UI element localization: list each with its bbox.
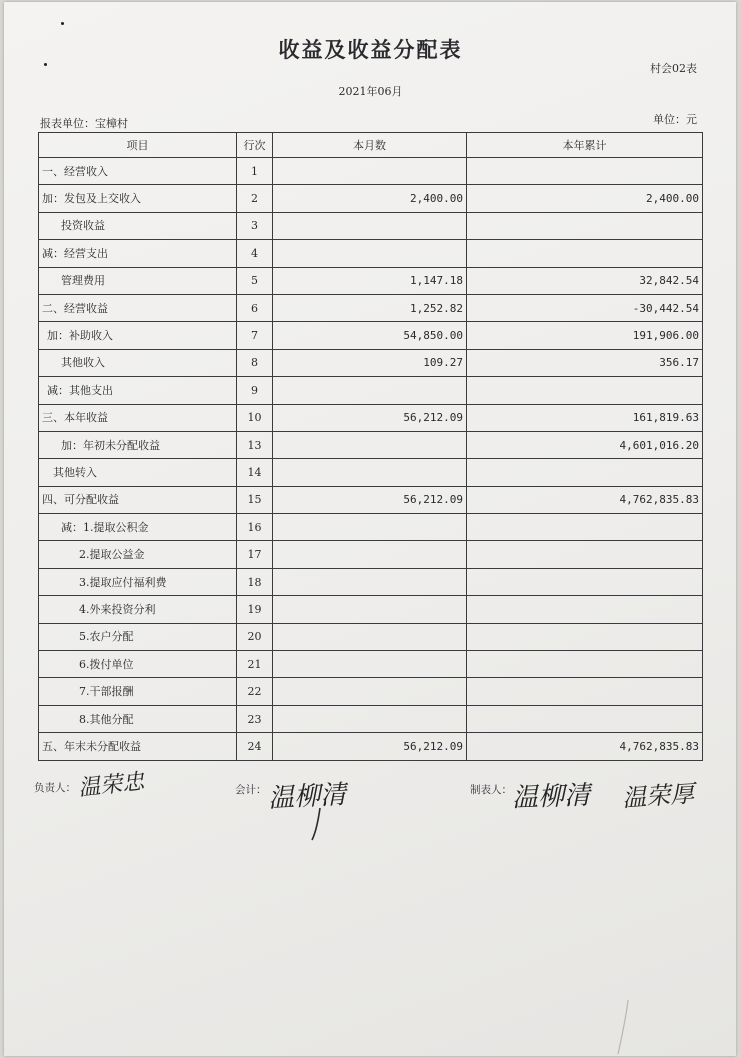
row-item: 加：补助收入 xyxy=(39,322,237,349)
row-line: 16 xyxy=(237,514,273,541)
table-row xyxy=(39,294,703,321)
row-month: 56,212.09 xyxy=(273,733,467,760)
row-month xyxy=(273,705,467,732)
row-line: 20 xyxy=(237,623,273,650)
row-ytd: 2,400.00 xyxy=(467,185,703,212)
row-month: 109.27 xyxy=(273,349,467,376)
row-line: 6 xyxy=(237,294,273,321)
preparer-label: 制表人： xyxy=(470,784,512,796)
report-title: 收益及收益分配表 xyxy=(278,37,463,62)
row-month: 54,850.00 xyxy=(273,322,467,349)
row-ytd xyxy=(467,623,703,650)
row-month: 56,212.09 xyxy=(273,404,467,431)
table-row xyxy=(39,568,703,595)
row-ytd xyxy=(467,377,703,404)
row-line: 4 xyxy=(237,240,273,267)
row-item: 减：1.提取公积金 xyxy=(39,514,237,541)
table-row xyxy=(39,651,703,678)
table-row xyxy=(39,404,703,431)
row-line: 21 xyxy=(237,651,273,678)
row-month: 1,147.18 xyxy=(273,267,467,294)
row-ytd xyxy=(467,514,703,541)
form-code: 村会02表 xyxy=(650,62,697,75)
row-ytd: 4,762,835.83 xyxy=(467,733,703,760)
column-header-line: 行次 xyxy=(237,133,273,158)
row-item: 四、可分配收益 xyxy=(39,486,237,513)
table-row xyxy=(39,158,703,185)
row-month xyxy=(273,431,467,458)
row-line: 5 xyxy=(237,267,273,294)
table-row xyxy=(39,212,703,239)
row-item: 管理费用 xyxy=(39,267,237,294)
table-row xyxy=(39,678,703,705)
currency-unit: 单位：元 xyxy=(653,113,697,126)
row-line: 9 xyxy=(237,377,273,404)
row-ytd xyxy=(467,459,703,486)
row-ytd xyxy=(467,212,703,239)
row-month: 56,212.09 xyxy=(273,486,467,513)
table-row xyxy=(39,541,703,568)
row-ytd xyxy=(467,678,703,705)
row-item: 4.外来投资分利 xyxy=(39,596,237,623)
row-item: 投资收益 xyxy=(39,212,237,239)
row-month xyxy=(273,459,467,486)
table-row xyxy=(39,733,703,760)
row-ytd xyxy=(467,541,703,568)
row-item: 3.提取应付福利费 xyxy=(39,568,237,595)
row-item: 6.拨付单位 xyxy=(39,651,237,678)
row-item: 一、经营收入 xyxy=(39,158,237,185)
row-line: 22 xyxy=(237,678,273,705)
row-item: 8.其他分配 xyxy=(39,705,237,732)
row-line: 8 xyxy=(237,349,273,376)
row-item: 5.农户分配 xyxy=(39,623,237,650)
row-month: 2,400.00 xyxy=(273,185,467,212)
row-month: 1,252.82 xyxy=(273,294,467,321)
row-item: 减：经营支出 xyxy=(39,240,237,267)
table-row xyxy=(39,322,703,349)
row-line: 19 xyxy=(237,596,273,623)
row-ytd: 4,762,835.83 xyxy=(467,486,703,513)
accountant-signature: 温柳清 xyxy=(267,779,347,815)
row-month xyxy=(273,377,467,404)
income-distribution-table xyxy=(38,132,703,761)
row-ytd xyxy=(467,158,703,185)
row-line: 1 xyxy=(237,158,273,185)
table-row xyxy=(39,267,703,294)
table-header-row xyxy=(39,133,703,158)
row-month xyxy=(273,212,467,239)
row-line: 23 xyxy=(237,705,273,732)
row-item: 二、经营收益 xyxy=(39,294,237,321)
table-row xyxy=(39,349,703,376)
row-line: 15 xyxy=(237,486,273,513)
row-line: 3 xyxy=(237,212,273,239)
row-month xyxy=(273,514,467,541)
row-ytd: 161,819.63 xyxy=(467,404,703,431)
row-line: 14 xyxy=(237,459,273,486)
row-item: 7.干部报酬 xyxy=(39,678,237,705)
signature-stroke xyxy=(300,808,340,842)
column-header-ytd: 本年累计 xyxy=(467,133,703,158)
paper-fold-mark xyxy=(610,1000,640,1056)
preparer-signature: 温柳清 xyxy=(511,780,591,814)
row-line: 13 xyxy=(237,431,273,458)
row-ytd: 356.17 xyxy=(467,349,703,376)
table-row xyxy=(39,514,703,541)
row-month xyxy=(273,158,467,185)
column-header-month: 本月数 xyxy=(273,133,467,158)
row-item: 2.提取公益金 xyxy=(39,541,237,568)
table-row xyxy=(39,377,703,404)
row-ytd: 191,906.00 xyxy=(467,322,703,349)
column-header-item: 项目 xyxy=(39,133,237,158)
row-item: 其他收入 xyxy=(39,349,237,376)
row-month xyxy=(273,240,467,267)
row-month xyxy=(273,568,467,595)
table-row xyxy=(39,240,703,267)
head-signature: 温荣忠 xyxy=(77,769,146,802)
paper-speck xyxy=(61,22,64,25)
row-line: 7 xyxy=(237,322,273,349)
table-row xyxy=(39,705,703,732)
row-ytd xyxy=(467,705,703,732)
row-item: 减：其他支出 xyxy=(39,377,237,404)
row-month xyxy=(273,623,467,650)
row-item: 其他转入 xyxy=(39,459,237,486)
table-row xyxy=(39,459,703,486)
table-row xyxy=(39,596,703,623)
row-ytd xyxy=(467,568,703,595)
row-month xyxy=(273,541,467,568)
row-month xyxy=(273,596,467,623)
head-label: 负责人： xyxy=(34,782,76,794)
table-row xyxy=(39,623,703,650)
row-ytd xyxy=(467,596,703,623)
row-line: 2 xyxy=(237,185,273,212)
row-line: 10 xyxy=(237,404,273,431)
report-period: 2021年06月 xyxy=(338,85,403,98)
row-line: 24 xyxy=(237,733,273,760)
row-item: 加：发包及上交收入 xyxy=(39,185,237,212)
row-line: 17 xyxy=(237,541,273,568)
row-ytd xyxy=(467,651,703,678)
row-line: 18 xyxy=(237,568,273,595)
table-row xyxy=(39,431,703,458)
table-row xyxy=(39,486,703,513)
row-ytd xyxy=(467,240,703,267)
row-item: 五、年末未分配收益 xyxy=(39,733,237,760)
row-ytd: 4,601,016.20 xyxy=(467,431,703,458)
accountant-label: 会计： xyxy=(235,784,267,796)
reporting-org: 报表单位：宝樟村 xyxy=(40,117,128,130)
row-item: 加：年初未分配收益 xyxy=(39,431,237,458)
row-ytd: 32,842.54 xyxy=(467,267,703,294)
row-month xyxy=(273,651,467,678)
row-ytd: -30,442.54 xyxy=(467,294,703,321)
row-month xyxy=(273,678,467,705)
preparer-signature-second: 温荣厚 xyxy=(621,779,696,813)
row-item: 三、本年收益 xyxy=(39,404,237,431)
table-row xyxy=(39,185,703,212)
